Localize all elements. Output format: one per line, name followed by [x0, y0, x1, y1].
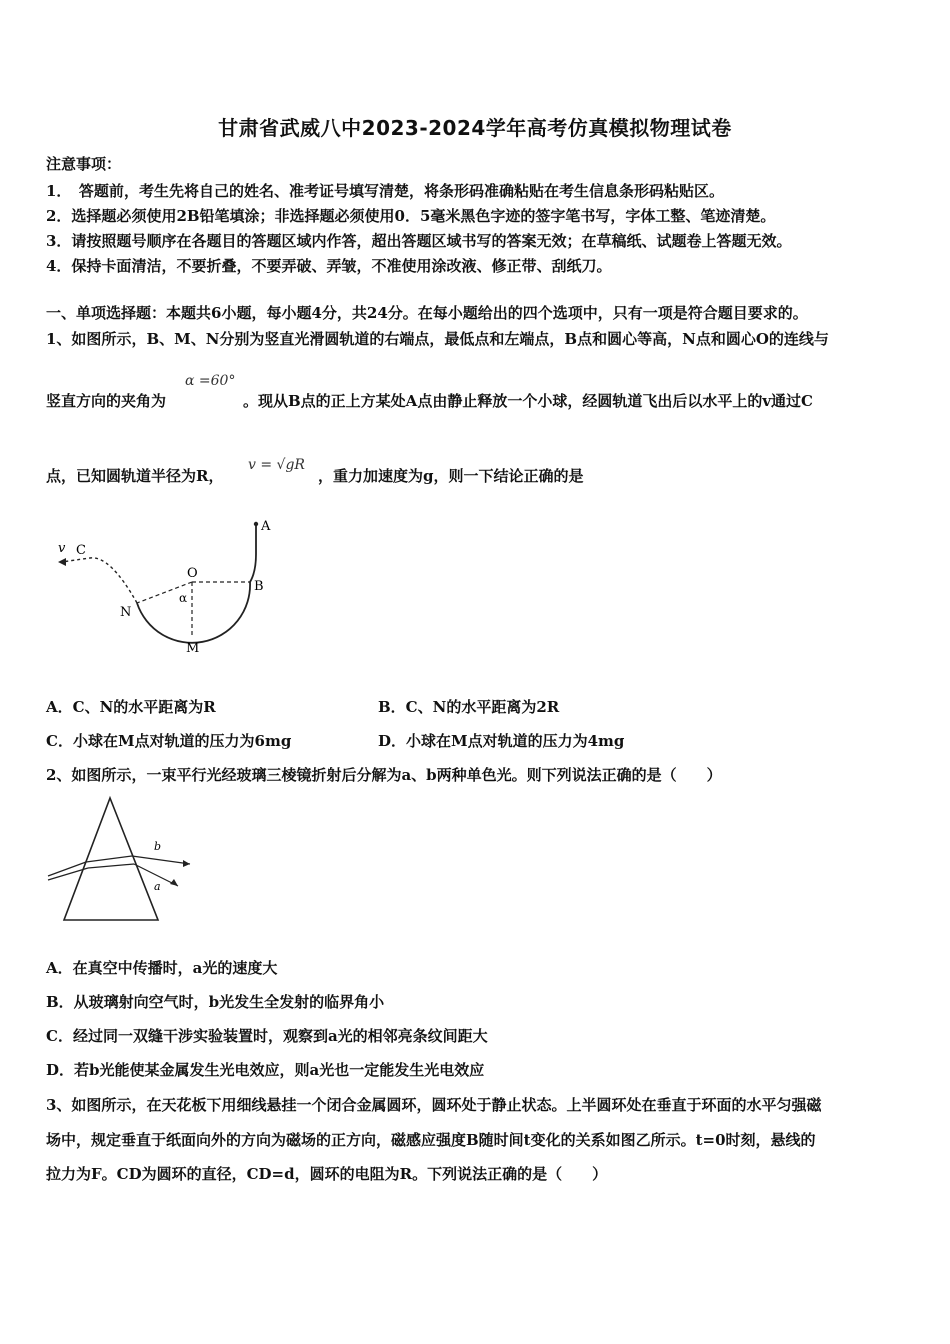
q1-option-b[interactable]: B．C、N的水平距离为2R [378, 698, 560, 716]
page-title: 甘肃省武威八中2023-2024学年高考仿真模拟物理试卷 [218, 116, 732, 140]
q2-figure-prism [44, 790, 204, 930]
q2-option-c[interactable]: C．经过同一双缝干涉实验装置时，观察到a光的相邻亮条纹间距大 [46, 1027, 488, 1045]
q1-figure-track [50, 510, 290, 660]
q1-stem-line3b: ，重力加速度为g，则一下结论正确的是 [318, 467, 584, 485]
fig-label-o: O [187, 566, 198, 581]
q1-option-d[interactable]: D．小球在M点对轨道的压力为4mg [378, 732, 625, 750]
notice-heading: 注意事项： [46, 155, 122, 173]
q3-stem-line1: 3、如图所示，在天花板下用细线悬挂一个闭合金属圆环，圆环处于静止状态。上半圆环处在垂直于环面的水平匀强磁 [46, 1096, 822, 1114]
notice-item: 1． 答题前，考生先将自己的姓名、准考证号填写清楚，将条形码准确粘贴在考生信息条形码粘贴区。 [46, 182, 724, 200]
q3-stem-line2: 场中，规定垂直于纸面向外的方向为磁场的正方向，磁感应强度B随时间t变化的关系如图乙所示。t=0时刻，悬线的 [46, 1131, 816, 1149]
q2-option-a[interactable]: A．在真空中传播时，a光的速度大 [46, 959, 278, 977]
q1-alpha-formula: α =60° [185, 373, 236, 389]
notice-item: 2．选择题必须使用2B铅笔填涂；非选择题必须使用0．5毫米黑色字迹的签字笔书写，字体工整、笔迹清楚。 [46, 207, 776, 225]
fig-label-v: v [58, 541, 66, 556]
section-heading: 一、单项选择题：本题共6小题，每小题4分，共24分。在每小题给出的四个选项中，只有一项是符合题目要求的。 [46, 304, 808, 322]
q1-stem-line2b: 。现从B点的正上方某处A点由静止释放一个小球，经圆轨道飞出后以水平上的v通过C [243, 392, 813, 410]
q3-stem-line3: 拉力为F。CD为圆环的直径，CD=d，圆环的电阻为R。下列说法正确的是（ ） [46, 1165, 608, 1183]
fig-label-a: a [154, 880, 161, 893]
q1-stem-line2a: 竖直方向的夹角为 [46, 392, 167, 410]
notice-item: 4．保持卡面清洁，不要折叠，不要弄破、弄皱，不准使用涂改液、修正带、刮纸刀。 [46, 257, 612, 275]
fig-label-alpha: α [179, 591, 188, 605]
fig-label-m: M [186, 641, 200, 656]
q1-stem-line1: 1、如图所示，B、M、N分别为竖直光滑圆轨道的右端点，最低点和左端点，B点和圆心等高，N点和圆心O的连线与 [46, 330, 829, 348]
q2-option-b[interactable]: B．从玻璃射向空气时，b光发生全发射的临界角小 [46, 993, 385, 1011]
fig-label-b: b [154, 840, 162, 853]
q2-option-d[interactable]: D．若b光能使某金属发生光电效应，则a光也一定能发生光电效应 [46, 1061, 485, 1079]
q2-stem: 2、如图所示，一束平行光经玻璃三棱镜折射后分解为a、b两种单色光。则下列说法正确的是（ ） [46, 766, 722, 784]
fig-label-n: N [120, 605, 132, 620]
fig-label-b: B [254, 579, 264, 594]
fig-label-a: A [261, 519, 271, 534]
q1-stem-line3a: 点，已知圆轨道半径为R， [46, 467, 224, 485]
q1-velocity-formula: v = √gR [248, 457, 305, 473]
notice-item: 3．请按照题号顺序在各题目的答题区域内作答，超出答题区域书写的答案无效；在草稿纸、试题卷上答题无效。 [46, 232, 792, 250]
q1-option-c[interactable]: C．小球在M点对轨道的压力为6mg [46, 732, 292, 750]
fig-label-c: C [76, 543, 86, 558]
q1-option-a[interactable]: A．C、N的水平距离为R [46, 698, 216, 716]
